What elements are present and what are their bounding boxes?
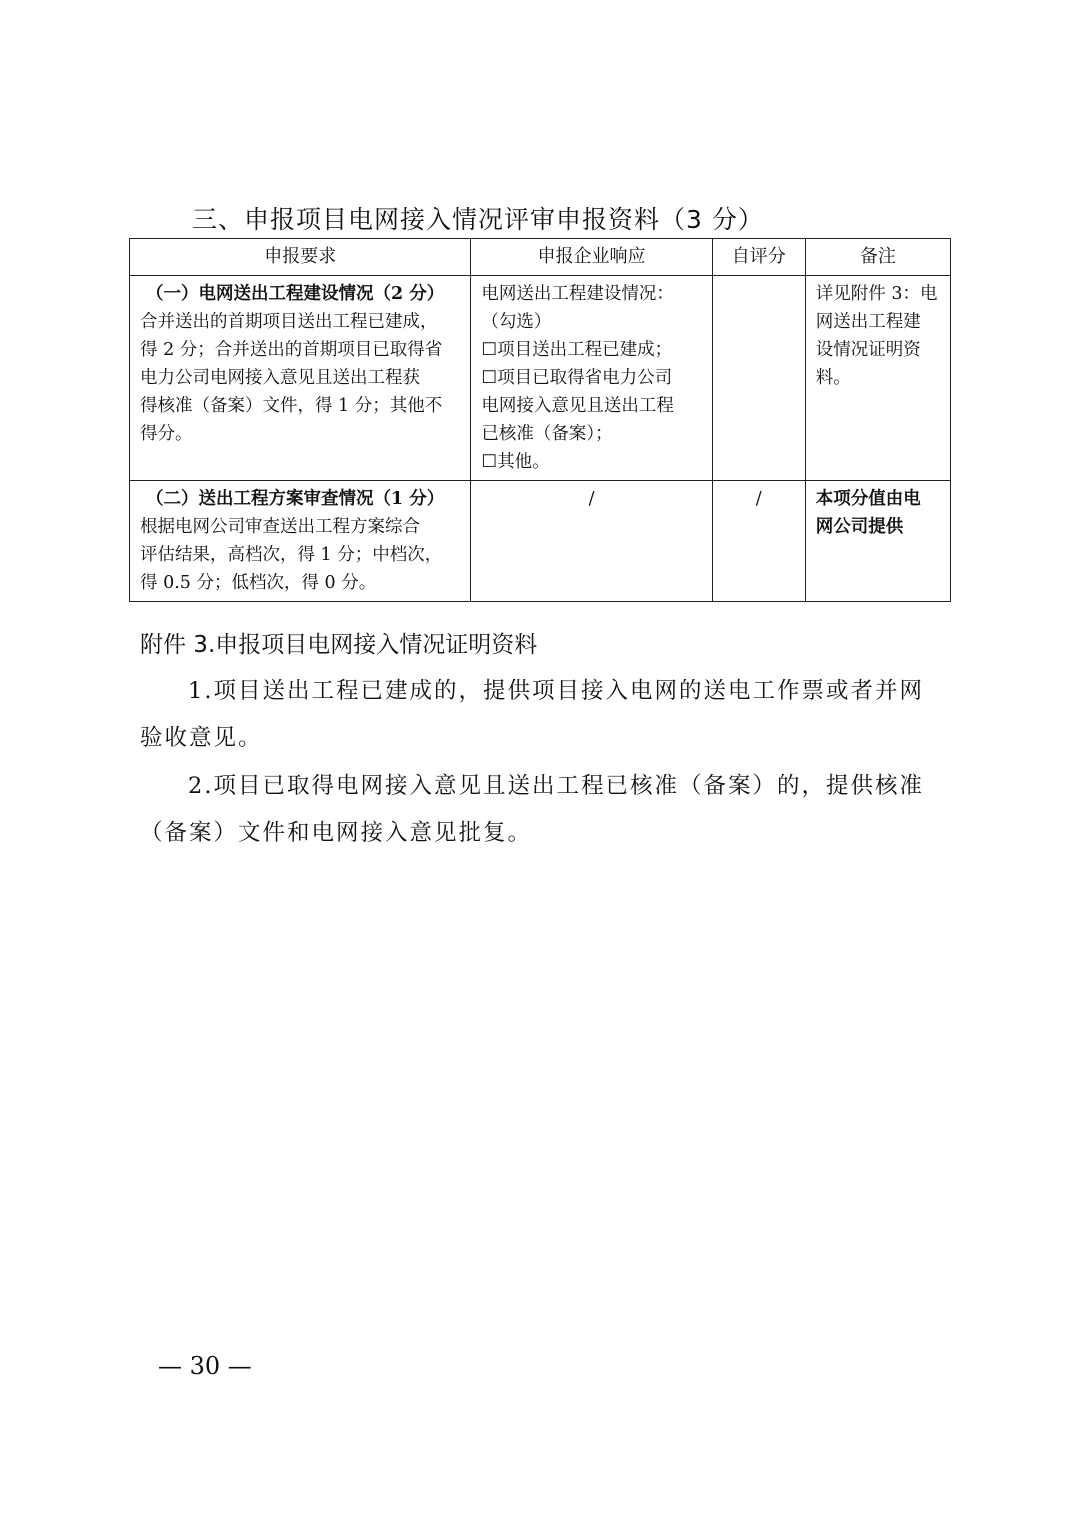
header-self-score: 自评分: [712, 239, 805, 276]
response-line: 电网接入意见且送出工程: [481, 396, 674, 416]
remark-line: 设情况证明资: [815, 340, 921, 360]
table-row: [130, 276, 951, 481]
response-cell: [471, 276, 712, 481]
remark-line: 网送出工程建: [815, 312, 921, 332]
response-cell: /: [471, 481, 712, 602]
paragraph-line: 2.项目已取得电网接入意见且送出工程已核准（备案）的，提供核准: [188, 773, 924, 799]
remark-cell: [805, 481, 950, 602]
requirement-line: 合并送出的首期项目送出工程已建成，: [140, 312, 438, 332]
appendix-paragraph-2: [140, 763, 940, 857]
response-line: 已核准（备案）；: [481, 424, 613, 444]
requirement-title: （一）电网送出工程建设情况（2 分）: [146, 284, 445, 304]
paragraph-line: （备案）文件和电网接入意见批复。: [140, 820, 533, 846]
requirement-line: 得 0.5 分；低档次，得 0 分。: [140, 573, 377, 593]
remark-line: 网公司提供: [815, 517, 904, 537]
paragraph-line: 验收意见。: [140, 725, 263, 751]
response-line: 电网送出工程建设情况：: [481, 284, 674, 304]
appendix-paragraph-1: [140, 668, 940, 762]
requirement-line: 评估结果，高档次，得 1 分；中档次，: [140, 545, 443, 565]
page-number: — 30 —: [158, 1352, 252, 1380]
table-header-row: [130, 239, 951, 276]
remark-line: 详见附件 3：电: [815, 284, 938, 304]
table-row: [130, 481, 951, 602]
requirement-line: 得核准（备案）文件，得 1 分；其他不: [140, 396, 443, 416]
checkbox-option-other[interactable]: ☐其他。: [481, 452, 550, 472]
header-remarks: 备注: [805, 239, 950, 276]
remark-cell: [805, 276, 950, 481]
appendix-title: 附件 3.申报项目电网接入情况证明资料: [140, 632, 538, 658]
response-line: （勾选）: [481, 312, 552, 332]
header-requirements: 申报要求: [130, 239, 471, 276]
section-heading: 三、申报项目电网接入情况评审申报资料（3 分）: [192, 205, 764, 234]
paragraph-line: 1.项目送出工程已建成的，提供项目接入电网的送电工作票或者并网: [188, 678, 924, 704]
requirement-line: 根据电网公司审查送出工程方案综合: [140, 517, 420, 537]
self-score-cell: /: [712, 481, 805, 602]
remark-line: 料。: [815, 368, 851, 388]
checkbox-option-built[interactable]: ☐项目送出工程已建成；: [481, 340, 673, 360]
requirement-cell: [130, 481, 471, 602]
requirement-line: 得分。: [140, 424, 193, 444]
requirement-line: 电力公司电网接入意见且送出工程获: [140, 368, 420, 388]
checkbox-option-approved[interactable]: ☐项目已取得省电力公司: [481, 368, 673, 388]
self-score-cell[interactable]: [712, 276, 805, 481]
header-response: 申报企业响应: [471, 239, 712, 276]
remark-line: 本项分值由电: [815, 489, 921, 509]
requirement-cell: [130, 276, 471, 481]
requirement-line: 得 2 分；合并送出的首期项目已取得省: [140, 340, 443, 360]
scoring-table: [129, 238, 951, 602]
requirement-title: （二）送出工程方案审查情况（1 分）: [146, 489, 445, 509]
